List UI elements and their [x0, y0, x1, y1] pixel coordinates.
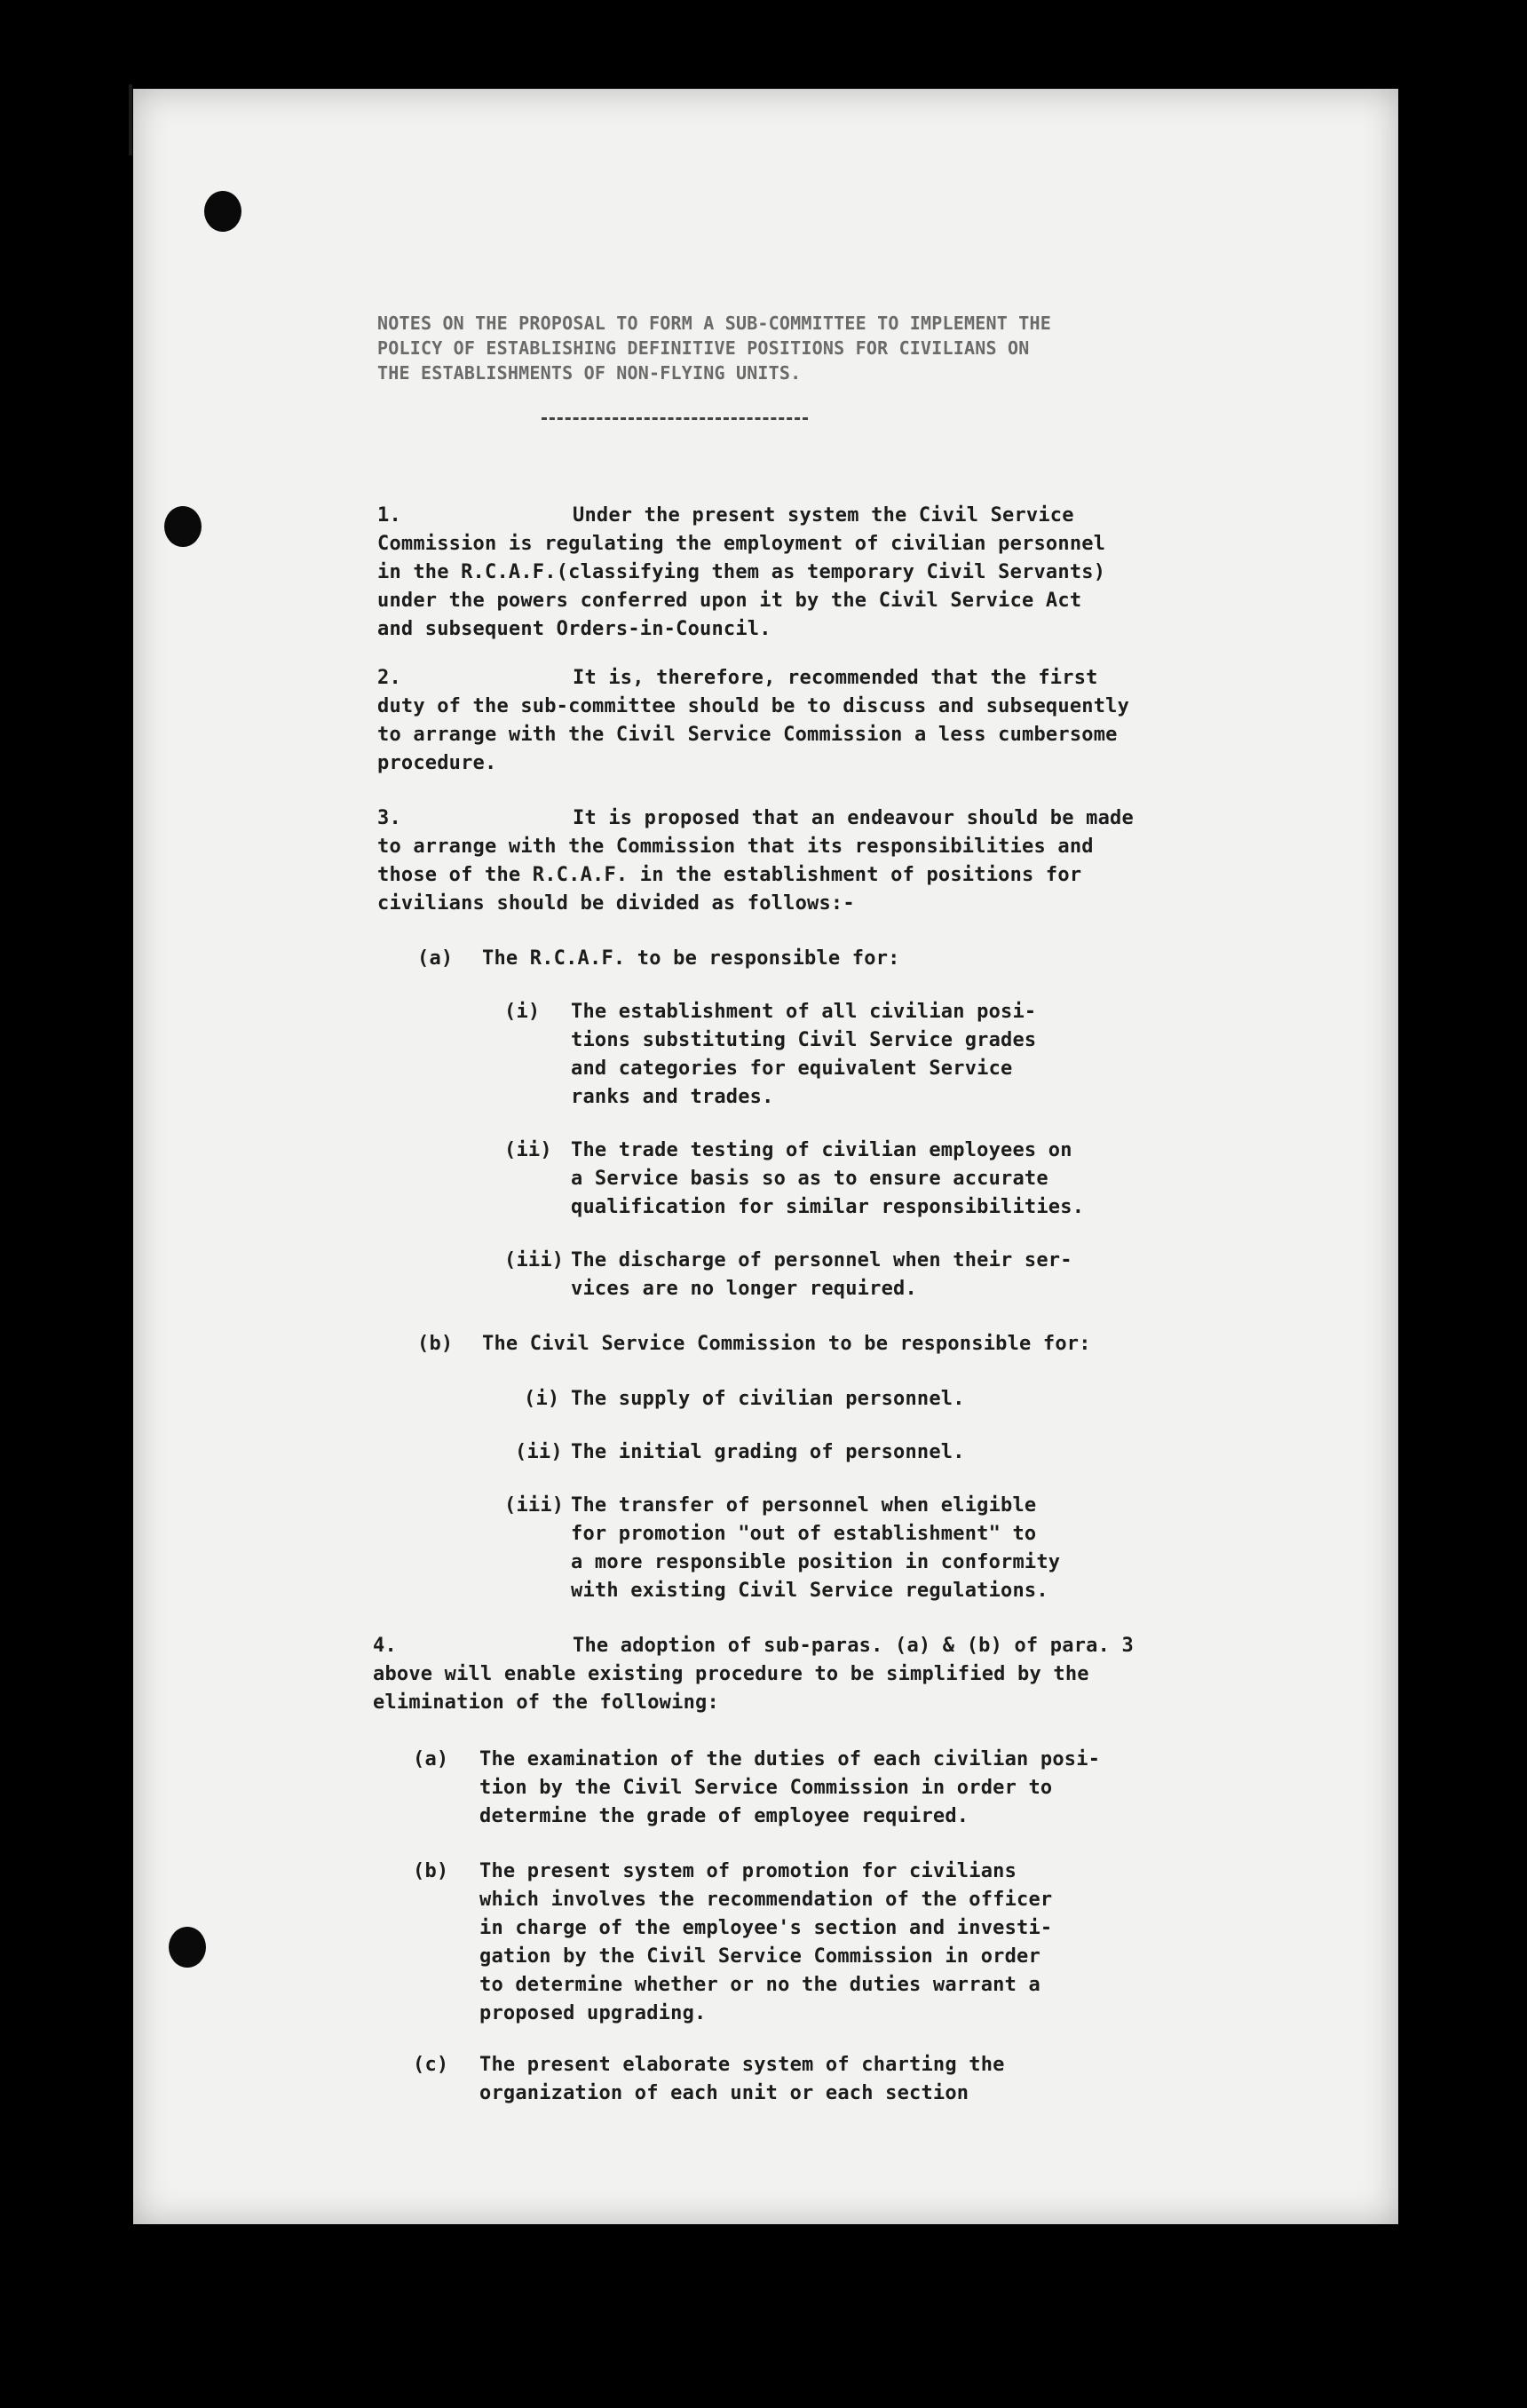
paragraph-line: duty of the sub-committee should be to discuss and subsequently	[377, 695, 1130, 717]
item-label: (a)	[413, 1748, 449, 1770]
paragraph-line: The adoption of sub-paras. (a) & (b) of para. 3	[573, 1635, 1134, 1657]
item-line: The present elaborate system of charting the	[479, 2054, 1005, 2076]
paragraph-line: civilians should be divided as follows:-	[377, 892, 855, 915]
item-line: a Service basis so as to ensure accurate	[571, 1168, 1048, 1190]
item-label: (ii)	[504, 1139, 552, 1161]
item-line: for promotion "out of establishment" to	[571, 1523, 1037, 1545]
item-line: The transfer of personnel when eligible	[571, 1494, 1037, 1517]
item-line: proposed upgrading.	[479, 2002, 707, 2024]
paragraph-line: procedure.	[377, 752, 497, 774]
item-label: (iii)	[504, 1249, 565, 1271]
staple-mark	[129, 84, 132, 155]
item-line: qualification for similar responsibilities.	[571, 1196, 1085, 1218]
item-line: The present system of promotion for civilians	[479, 1860, 1017, 1882]
item-line: tions substituting Civil Service grades	[571, 1029, 1037, 1051]
item-label: (iii)	[504, 1494, 565, 1517]
item-line: The examination of the duties of each civilian posi-	[479, 1748, 1101, 1770]
paragraph-number: 4.	[373, 1635, 397, 1657]
punch-hole	[204, 191, 241, 232]
item-label: (c)	[413, 2054, 449, 2076]
subpara-text: The Civil Service Commission to be responsible for:	[482, 1333, 1091, 1355]
paragraph-line: to arrange with the Commission that its responsibilities and	[377, 836, 1094, 858]
item-line: The initial grading of personnel.	[571, 1441, 965, 1463]
item-label: (i)	[524, 1388, 560, 1410]
item-label: (ii)	[515, 1441, 563, 1463]
item-line: organization of each unit or each section	[479, 2082, 969, 2104]
item-line: to determine whether or no the duties warrant a	[479, 1974, 1040, 1996]
paragraph-line: under the powers conferred upon it by the Civil Service Act	[377, 590, 1082, 612]
title-line: THE ESTABLISHMENTS OF NON-FLYING UNITS.	[377, 362, 802, 384]
paragraph-line: above will enable existing procedure to be simplified by the	[373, 1663, 1089, 1685]
item-line: and categories for equivalent Service	[571, 1057, 1013, 1080]
punch-hole	[169, 1927, 206, 1968]
item-line: The supply of civilian personnel.	[571, 1388, 965, 1410]
item-line: a more responsible position in conformity	[571, 1551, 1061, 1573]
paragraph-number: 3.	[377, 807, 401, 829]
item-line: which involves the recommendation of the officer	[479, 1889, 1053, 1911]
title-line: POLICY OF ESTABLISHING DEFINITIVE POSITIONS FOR CIVILIANS ON	[377, 337, 1030, 359]
title-line: NOTES ON THE PROPOSAL TO FORM A SUB-COMMITTEE TO IMPLEMENT THE	[377, 313, 1051, 334]
subpara-text: The R.C.A.F. to be responsible for:	[482, 947, 900, 970]
item-line: tion by the Civil Service Commission in order to	[479, 1777, 1053, 1799]
paragraph-line: those of the R.C.A.F. in the establishment of positions for	[377, 864, 1082, 886]
paragraph-line: to arrange with the Civil Service Commission a less cumbersome	[377, 724, 1118, 746]
item-line: ranks and trades.	[571, 1086, 774, 1108]
subpara-label: (b)	[417, 1333, 454, 1355]
paragraph-line: elimination of the following:	[373, 1691, 719, 1714]
item-line: The establishment of all civilian posi-	[571, 1001, 1037, 1023]
item-line: determine the grade of employee required.	[479, 1805, 969, 1827]
paragraph-line: in the R.C.A.F.(classifying them as temporary Civil Servants)	[377, 561, 1106, 583]
paragraph-line: It is proposed that an endeavour should be made	[573, 807, 1134, 829]
paragraph-line: Under the present system the Civil Service	[573, 504, 1074, 527]
item-label: (b)	[413, 1860, 449, 1882]
paragraph-line: and subsequent Orders-in-Council.	[377, 618, 771, 640]
item-label: (i)	[504, 1001, 541, 1023]
subpara-label: (a)	[417, 947, 454, 970]
paragraph-line: Commission is regulating the employment of civilian personnel	[377, 533, 1106, 555]
item-line: The discharge of personnel when their ser-	[571, 1249, 1072, 1271]
paragraph-number: 1.	[377, 504, 401, 527]
paragraph-number: 2.	[377, 667, 401, 689]
item-line: vices are no longer required.	[571, 1278, 917, 1300]
item-line: with existing Civil Service regulations.	[571, 1580, 1048, 1602]
paragraph-line: It is, therefore, recommended that the first	[573, 667, 1098, 689]
title-divider	[542, 417, 808, 420]
item-line: gation by the Civil Service Commission in order	[479, 1945, 1040, 1968]
punch-hole	[164, 506, 202, 547]
item-line: The trade testing of civilian employees on	[571, 1139, 1072, 1161]
item-line: in charge of the employee's section and investi-	[479, 1917, 1053, 1939]
